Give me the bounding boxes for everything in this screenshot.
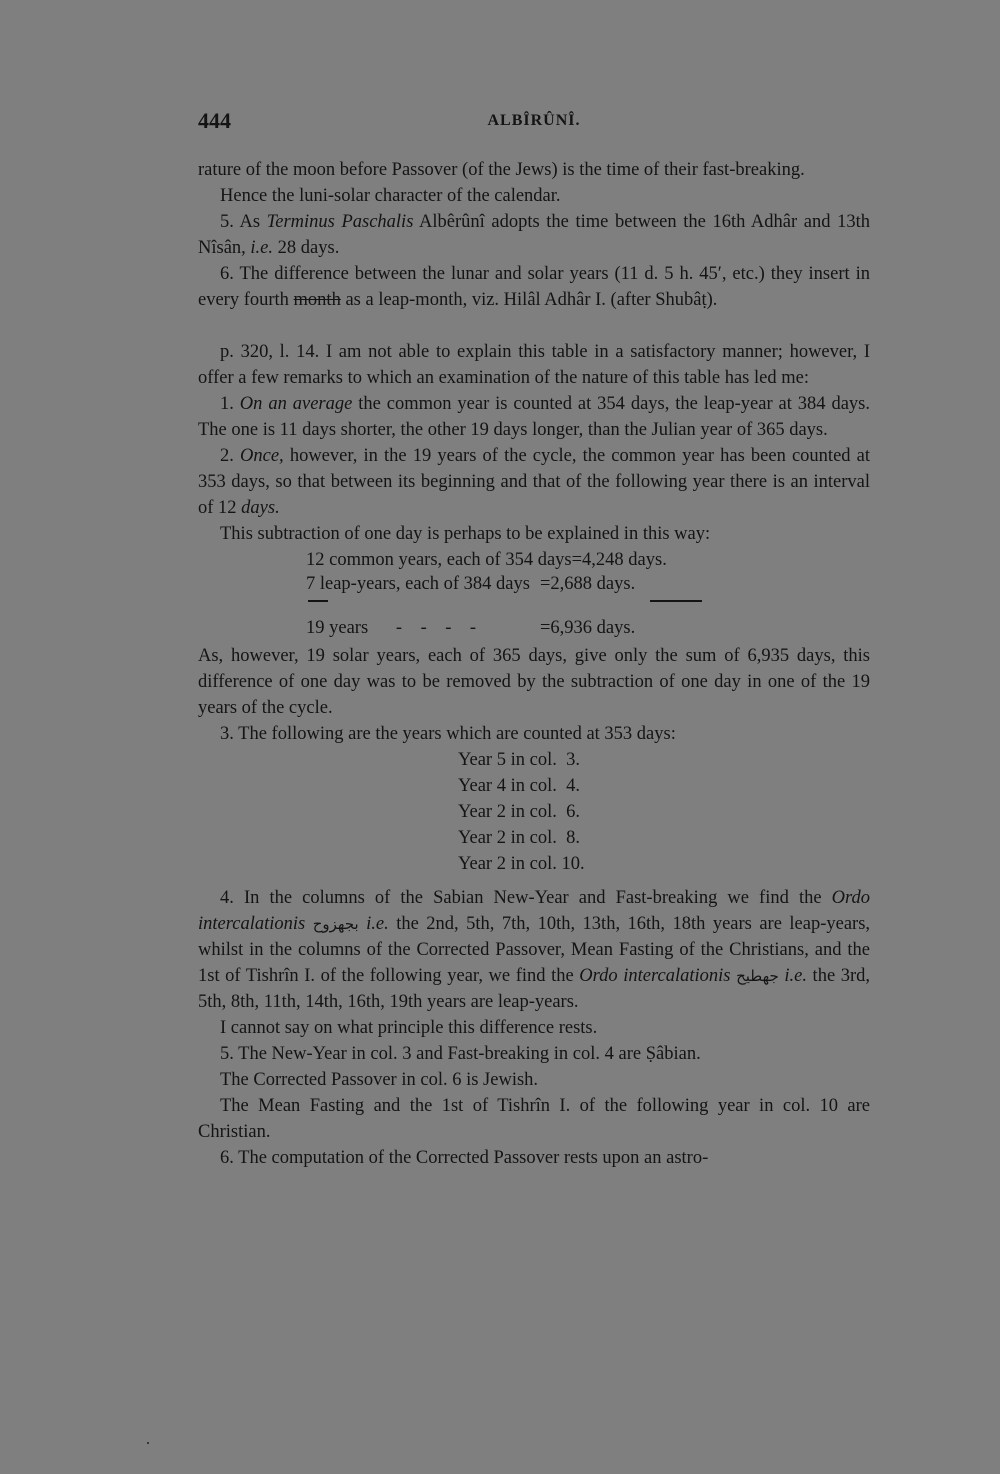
text-run: the common year is counted at 354 days, the leap-year at 384 days. The one is 11 days shorter, the other 19 days longer, than the Julian year of 365 days. — [198, 394, 870, 440]
paragraph-item-5: 5. The New-Year in col. 3 and Fast-breaking in col. 4 are Ṣâbian. — [220, 1044, 701, 1064]
calc-value: =2,688 days. — [540, 574, 636, 594]
year-entry: Year 4 in col. 4. — [458, 776, 580, 796]
paragraph-subtraction: This subtraction of one day is perhaps to be explained in this way: — [220, 524, 711, 544]
italic-ie: i.e. — [784, 966, 807, 986]
year-entry: Year 5 in col. 3. — [458, 750, 580, 770]
italic-term: Terminus Paschalis — [266, 212, 414, 232]
text-run: the 3rd, 5th, 8th, 11th, 14th, 16th, 19th years are leap-years. — [198, 966, 871, 1012]
text-run: 5. As — [220, 212, 267, 232]
struck-word: month — [293, 290, 341, 310]
running-head: ALBÎRÛNÎ. — [487, 112, 581, 129]
calc-label: 19 years - - - - — [306, 618, 477, 638]
italic-ie: i.e. — [250, 238, 274, 258]
text-run: 6. The difference between the lunar and solar years (11 d. 5 h. 45′, etc.) they insert in every fourth — [198, 264, 870, 310]
text-run: Albêrûnî adopts the time between the 16th Adhâr and 13th Nîsân, — [198, 212, 870, 258]
sum-rule-left — [308, 600, 328, 602]
calc-row-common: 12 common years, each of 354 days=4,248 days. — [306, 550, 667, 570]
calc-label: 7 leap-years, each of 384 days — [306, 574, 530, 594]
paragraph-corrected: The Corrected Passover in col. 6 is Jewish. — [220, 1070, 539, 1090]
text-run: 2. — [220, 446, 241, 466]
paragraph-continuation: rature of the moon before Passover (of the Jews) is the time of their fast-breaking. — [198, 160, 805, 180]
year-entry: Year 2 in col. 8. — [458, 828, 580, 848]
page-body — [198, 157, 870, 1171]
year-entry: Year 2 in col. 10. — [458, 854, 585, 874]
text-run: 4. In the columns of the Sabian New-Year and Fast-breaking we find the — [220, 888, 832, 908]
paragraph-6-difference — [198, 261, 870, 313]
paragraph-5-terminus — [198, 209, 870, 261]
arabic-letters: بجهزوح — [312, 915, 359, 933]
year-entry: Year 2 in col. 6. — [458, 802, 580, 822]
italic-phrase: On an average — [239, 394, 353, 414]
italic-term: Ordo intercalationis — [198, 888, 870, 934]
italic-word: Once, — [240, 446, 284, 466]
paragraph-hence: Hence the luni-solar character of the calendar. — [220, 186, 561, 206]
paragraph-p320 — [198, 339, 870, 391]
page-number: 444 — [198, 108, 231, 133]
year-list — [198, 747, 870, 877]
paragraph-mean: The Mean Fasting and the 1st of Tishrîn I. of the following year in col. 10 are Christian. — [198, 1096, 870, 1142]
scan-speck — [147, 1442, 149, 1444]
calc-row-leap — [306, 571, 635, 597]
italic-word: days. — [241, 498, 280, 518]
italic-term: Ordo intercalationis — [579, 966, 731, 986]
text-run: however, in the 19 years of the cycle, the common year has been counted at 353 days, so that between its beginning and that of the following year there is an interval of 12 — [198, 446, 871, 518]
paragraph-item-2 — [198, 443, 870, 521]
italic-ie: i.e. — [366, 914, 389, 934]
text-run: I am not able to explain this table in a satisfactory manner; however, I offer a few remarks to which an examination of the nature of this table has led me: — [198, 342, 871, 388]
text-run: 28 days. — [273, 238, 340, 258]
paragraph-item-1 — [198, 391, 870, 443]
text-run: 1. — [220, 394, 240, 414]
paragraph-cannot: I cannot say on what principle this difference rests. — [220, 1018, 598, 1038]
calc-value: =6,936 days. — [540, 618, 636, 638]
paragraph-item-6: 6. The computation of the Corrected Passover rests upon an astro- — [220, 1148, 709, 1168]
paragraph-item-3: 3. The following are the years which are counted at 353 days: — [220, 724, 676, 744]
calc-row-total — [306, 615, 635, 641]
text-run: the 2nd, 5th, 7th, 10th, 13th, 16th, 18th years are leap-years, whilst in the columns of the Corrected Passover, Mean Fasting of the Christians, and the 1st of Tishrîn I. of the following year, we find the — [198, 914, 871, 986]
text-run: as a leap-month, viz. Hilâl Adhâr I. (after Shubâṭ). — [340, 290, 718, 310]
paragraph-as-however: As, however, 19 solar years, each of 365 days, give only the sum of 6,935 days, this difference of one day was to be removed by the subtraction of one day in one of the 19 years of the cycle. — [198, 646, 870, 718]
calculation-block — [198, 547, 870, 643]
sum-rule-right — [650, 600, 702, 602]
page-reference: p. 320, l. 14. — [220, 342, 320, 362]
arabic-letters: جهطيح — [736, 967, 779, 985]
paragraph-item-4 — [198, 885, 870, 1015]
page-header — [198, 108, 870, 138]
